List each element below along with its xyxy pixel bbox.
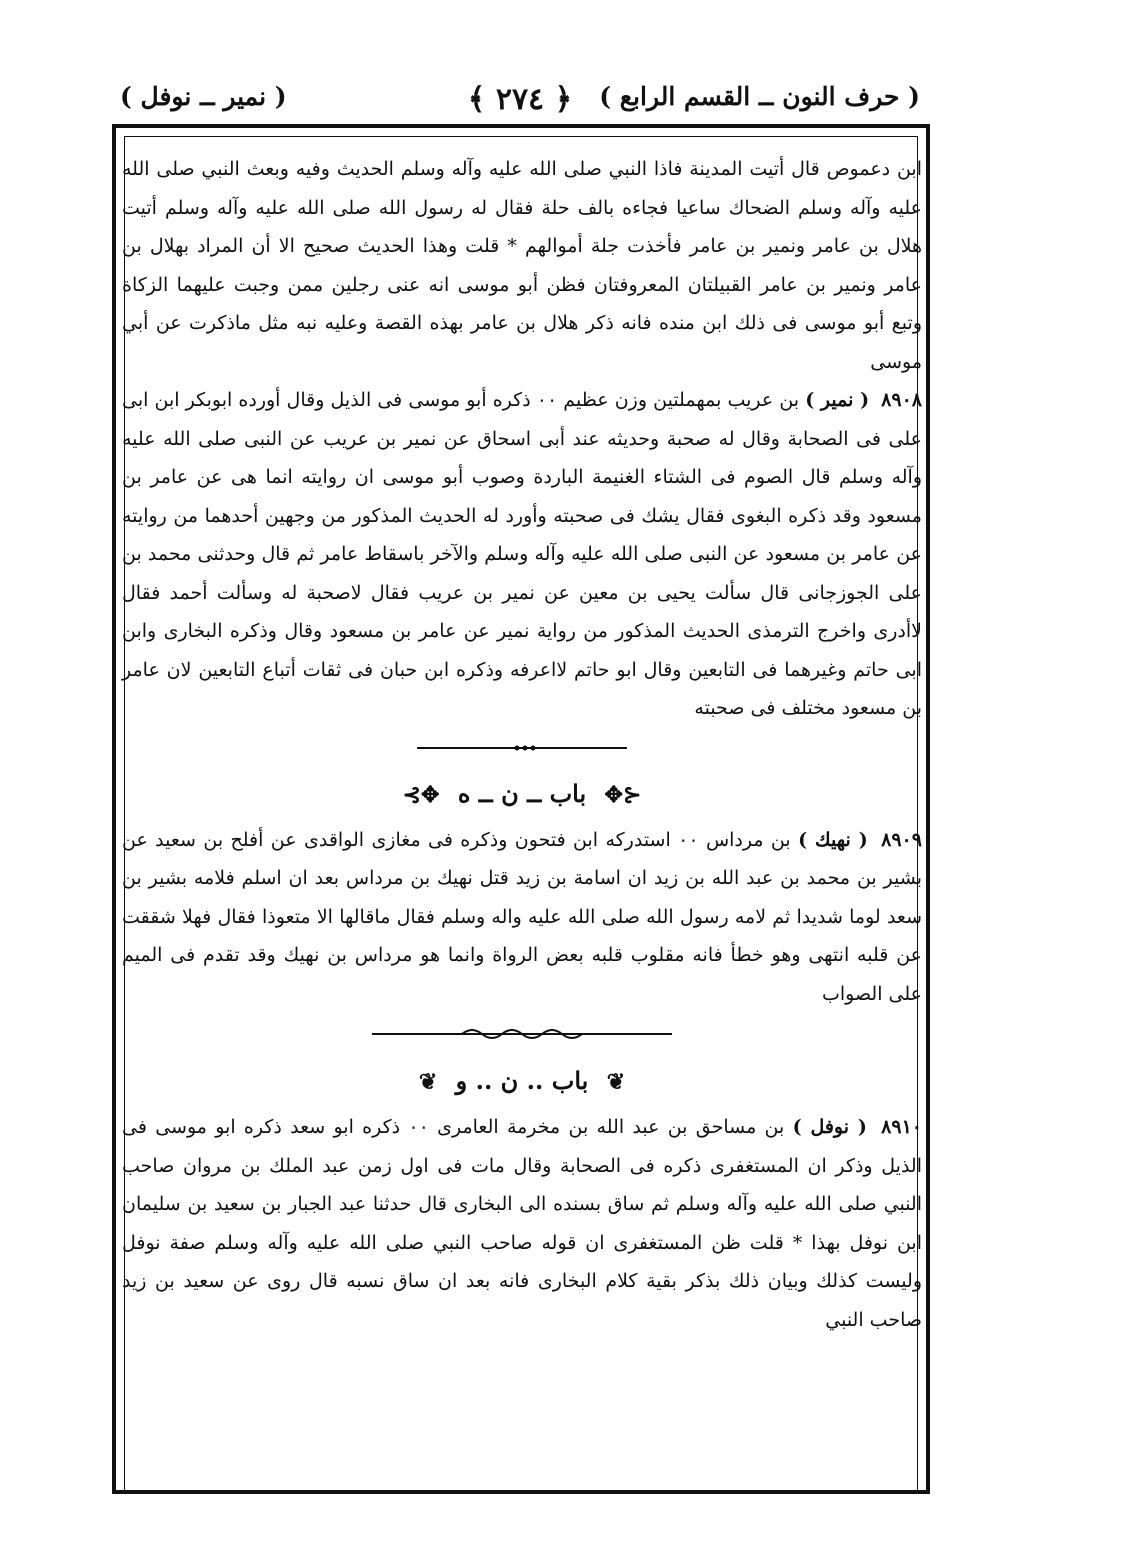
ornament-right-icon: ❦	[606, 1069, 626, 1095]
entry-8908	[122, 381, 922, 728]
entry-name: ( نوفل )	[792, 1116, 867, 1138]
ornament-right-icon: ⊰✥	[604, 781, 642, 808]
page-body	[122, 150, 922, 1339]
header-section-title: ( حرف النون ــ القسم الرابع )	[599, 82, 920, 111]
entry-number: ٨٩١٠	[881, 1116, 922, 1138]
entry-8909	[122, 821, 922, 1014]
section-heading-text: باب ــ ن ــ ه	[457, 778, 587, 808]
ornament-left-icon: ✥⊱	[402, 781, 440, 808]
entry-continuation	[122, 150, 922, 381]
entry-text: بن مرداس ٠٠ استدركه ابن فتحون وذكره فى مغازى الواقدى عن أفلح بن سعيد عن بشير بن محمد بن عبد الله بن زيد ان اسامة بن زيد قتل نهيك بن مرداس بعد ان اسلم فلامه بشير بن سعد لوما شديدا ثم لامه رسول الله صلى الله عليه واله وسلم فقال ماقالها الا متعوذا فقال فهلا شققت عن قلبه انتهى وهو خطأ فانه مقلوب قلبه بعض الرواة وانما هو مرداس بن نهيك وقد تقدم فى الميم على الصواب	[122, 828, 923, 1005]
entry-text: ابن دعموص قال أتيت المدينة فاذا النبي صلى الله عليه وآله وسلم الحديث وفيه وبعث النبي صلى الله عليه وآله وسلم الضحاك ساعيا فجاءه بالف حلة فقال له رسول الله صلى الله عليه وآله وسلم أتيت هلال بن عامر ونمير بن عامر فأخذت جلة أموالهم * قلت وهذا الحديث صحيح الا أن المراد بهلال بن عامر ونمير بن عامر القبيلتان المعروفتان فظن أبو موسى انه عنى رجلين ممن وجبت عليهما الزكاة وتبع أبو موسى فى ذلك ابن منده فانه ذكر هلال بن عامر بهذه القصة وعليه نبه مثل ماذكرت عن أبي موسى	[122, 158, 922, 373]
entry-text: بن مساحق بن عبد الله بن مخرمة العامرى ٠٠ ذكره ابو سعد ذكره ابو موسى فى الذيل وذكر ان المستغفرى ذكره فى الصحابة وقال مات فى اول زمن عبد الملك بن مروان صاحب النبي صلى الله عليه وآله وسلم ثم ساق بسنده الى البخارى قال حدثنا عبد الجبار بن سعيد بن سليمان ابن نوفل بهذا * قلت ظن المستغفرى ان قوله صاحب النبي صلى الله عليه وآله وسلم صفة نوفل وليست كذلك وبيان ذلك بذكر بقية كلام البخارى فانه بعد ان ساق نسبه قال روى عن سعيد بن زيد صاحب النبي	[122, 1116, 922, 1331]
divider-rule-1	[417, 742, 627, 754]
entry-text: بن عريب بمهملتين وزن عظيم ٠٠ ذكره أبو موسى فى الذيل وقال أورده ابوبكر ابن ابى على فى الصحابة وقال له صحبة وحديثه عند أبى اسحاق عن نمير بن عريب عن النبى صلى الله عليه وآله وسلم قال الصوم فى الشتاء الغنيمة الباردة وصوب أبو موسى ان روايته انما هى عن عامر بن مسعود وقد ذكره البغوى فقال يشك فى صحبته وأورد له الحديث المذكور من وجهين أحدهما من روايته عن عامر بن مسعود عن النبى صلى الله عليه وآله وسلم والآخر باسقاط عامر ثم قال وحدثنى محمد بن على الجوزجانى قال سألت يحيى بن معين عن نمير بن عريب فقال لاصحبة له وسألت أحمد فقال لاأدرى واخرج الترمذى الحديث المذكور من رواية نمير عن عامر بن مسعود وقال وذكره البخارى وابن ابى حاتم وغيرهما فى التابعين وقال ابو حاتم لااعرفه وذكره ابن حبان فى ثقات أتباع التابعين لان عامر بن مسعود مختلف فى صحبته	[122, 389, 922, 719]
entry-name: ( نمير )	[805, 389, 870, 411]
entry-name: ( نهيك )	[798, 828, 868, 851]
entry-8910	[122, 1108, 922, 1339]
page-number: ﴿ ٢٧٤ ﴾	[467, 82, 573, 117]
page-header	[120, 82, 920, 122]
section-heading-nun-waw	[122, 1061, 922, 1102]
header-entry-range: ( نمير ــ نوفل )	[120, 82, 287, 111]
divider-rule-2	[372, 1027, 672, 1041]
section-heading-text: باب .. ن .. و	[455, 1066, 589, 1095]
entry-number: ٨٩٠٩	[881, 828, 922, 851]
ornament-left-icon: ❦	[418, 1069, 438, 1095]
section-heading-nun-ha	[122, 774, 922, 815]
entry-number: ٨٩٠٨	[881, 389, 922, 411]
